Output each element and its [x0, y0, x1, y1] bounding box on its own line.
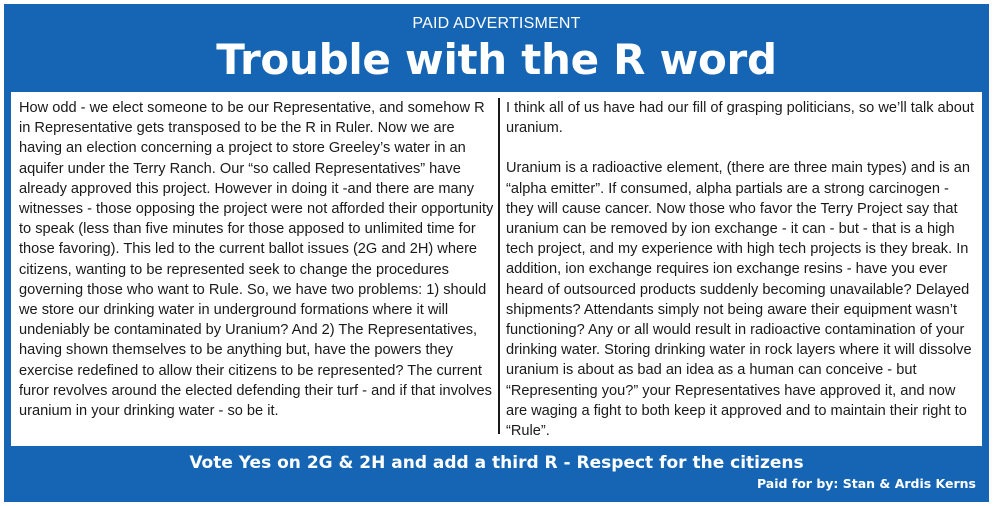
paragraph-gap — [506, 138, 976, 158]
right-column — [506, 98, 976, 441]
column-divider — [498, 98, 500, 434]
left-column-paragraph: How odd - we elect someone to be our Representative, and somehow R in Representative gets transposed to be the R in Ruler. Now we are having an election concerning a project to store Greeley’s water in an aquifer under the Terry Ranch. Our “so called Representatives” have already approved this project. However in doing it -and there are many witnesses - those opposing the project were not afforded their opportunity to speak (less than five minutes for those apposed to unlimited time for those favoring). This led to the current ballot issues (2G and 2H) where citizens, wanting to be represented seek to change the procedures governing those who want to Rule. So, we have two problems: 1) should we store our drinking water in underground formations where it will undeniably be contaminated by Uranium? And 2) The Representatives, having shown themselves to be anything but, have the powers they exercise redefined to allow their citizens to be represented? The current furor revolves around the elected defending their turf - and if that involves uranium in your drinking water - so be it. — [19, 100, 494, 420]
right-column-paragraph-1: I think all of us have had our fill of grasping politicians, so we’ll talk about uranium. — [506, 100, 975, 137]
ad-body — [11, 92, 982, 446]
footer-credit: Paid for by: Stan & Ardis Kerns — [756, 476, 976, 491]
ad-header — [4, 4, 989, 92]
ad-headline: Trouble with the R word — [216, 35, 777, 84]
footer-slogan: Vote Yes on 2G & 2H and add a third R - Respect for the citizens — [189, 453, 804, 473]
left-column — [19, 98, 499, 421]
ad-kicker: PAID ADVERTISMENT — [412, 15, 581, 32]
right-column-paragraph-2: Uranium is a radioactive element, (there are three main types) and is an “alpha emitter”. If consumed, alpha partials are a strong carcinogen - they will cause cancer. Now those who favor the Terry Project say that uranium can be removed by ion exchange - it can - but - that is a high tech project, and my experience with high tech projects is they break. In addition, ion exchange requires ion exchange resins - have you ever heard of outsourced products suddenly becoming unavailable? Delayed shipments? Attendants simply not being aware their equipment wasn’t functioning? Any or all would result in radioactive contamination of your drinking water. Storing drinking water in rock layers where it will dissolve uranium is about as bad an idea as a human can conceive - but “Representing you?” your Representatives have approved it, and now are waging a fight to both keep it approved and to maintain their right to “Rule”. — [506, 160, 972, 440]
advertisement — [4, 4, 989, 502]
